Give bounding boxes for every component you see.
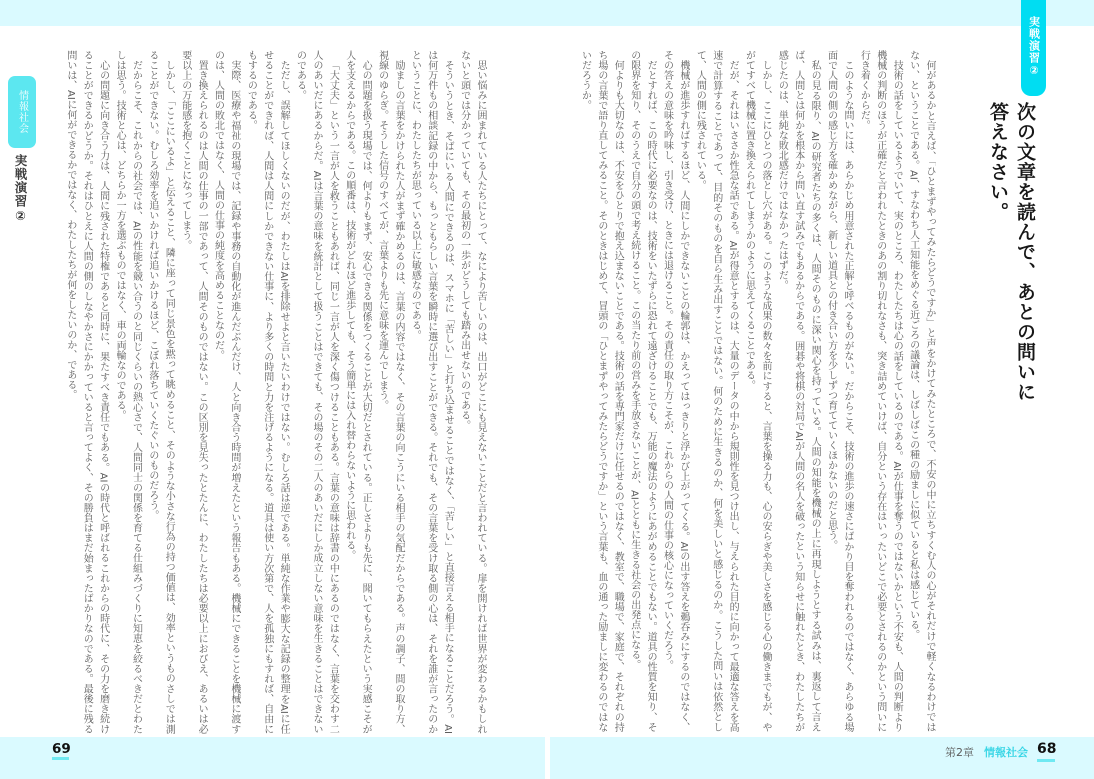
passage-paragraph: 私の見る限り、AIの研究者たちの多くは、人間そのものに深い関心を持っている。人間の知能を機械の上に再現しようとする試みは、裏返して言えば、人間とは何かを根本から問い直す試みでもあるからである。囲碁や将棋の対局でAIが人間の名人を破ったという知らせに触れたとき、わたしたちが感じたのは、単純な敗北感だけではなかったはずだ。 <box>776 50 821 732</box>
footer-chapter-topic: 情報社会 <box>984 746 1028 759</box>
passage-instruction-heading: 次の文章を読んで、あとの問いに答えなさい。 <box>987 102 1036 402</box>
footer-chapter: 第2章 <box>945 746 974 759</box>
passage-paragraph: 心の問題を扱う現場では、何よりもまず、安心できる関係をつくることが大切だとされている。正しさよりも先に、聞いてもらえたという実感こそが人を支えるからである。この順番は、技術がどれほど進歩しても、そう簡単には入れ替わらないように思われる。 <box>343 50 372 734</box>
passage-paragraph: 思い悩みに囲まれている人たちにとって、なにより苦しいのは、出口がどこにも見えないことだと言われている。扉を開ければ世界が変わるかもしれないと頭では分かっていても、その最初の一歩がどうしても踏み出せないのである。 <box>458 50 486 734</box>
passage-paragraph: このような問いには、あらかじめ用意された正解と呼べるものがない。だからこそ、技術の進歩の速さにばかり目を奪われるのではなく、あらゆる場面で人間の側の感じ方を確かめながら、新しい道具との付き合い方を少しずつ育てていくほかないのだと思う。 <box>825 50 853 732</box>
unit-chip-label: 情報社会 <box>16 90 28 134</box>
passage-paragraph: しかし、「ここにいるよ」と伝えること、隣に座って同じ景色を黙って眺めること、そのような小さな行為の持つ価値は、効率というものさしでは測ることができない。むしろ効率を追いかければ追いかけるほど、こぼれ落ちていくたぐいのものだろう。 <box>146 50 175 734</box>
passage-paragraph: そういうとき、そばにいる人間にできるのは、スマホに「苦しい」と打ち込ませることではなく、「苦しい」と直接言える相手になることだろう。AIは何万件もの相談記録の中から、もっともらしい言葉を瞬時に選び出すことができる。それでも、その言葉を受け取る側の心は、それを誰が言ったのかということに、わたしたちが思っている以上に敏感なのである。 <box>409 50 454 734</box>
passage-paragraph: ただし、誤解してほしくないのだが、わたしはAIを排除せよと言いたいわけではない。むしろ話は逆である。単純な作業や膨大な記録の整理をAIに任せることができれば、人間は人間にしかできない仕事に、より多くの時間と力を注げるようになる。道具は使い方次第で、人を孤独にもすれば、自由にもするのである。 <box>245 50 290 734</box>
sidebar-exercise-label: 実戦演習② <box>13 154 28 224</box>
page-number-right: 68 <box>1037 741 1057 757</box>
page-number-left: 69 <box>52 741 71 757</box>
passage-paragraph: 機械が進歩すればするほど、人間にしかできないことの輪郭は、かえってはっきりと浮かび上がってくる。AIの出す答えを鵜呑みにするのではなく、その答えの意味を吟味し、引き受け、ときには退けること。その責任の取り方こそが、これからの人間の仕事の核心になっていくだろう。 <box>661 50 689 732</box>
page-gutter <box>545 737 550 779</box>
unit-chip <box>8 76 36 148</box>
passage-paragraph: 何よりも大切なのは、不安をひとりで抱え込まないことである。技術の話を専門家だけに任せるのではなく、教室で、職場で、家庭で、それぞれの持ち場の言葉で語り直してみること。そのときはじめて、冒頭の「ひとまずやってみたらどうですか」という言葉も、血の通った励ましに変わるのではないだろうか。 <box>579 50 624 732</box>
passage-paragraph: 実際、医療や福祉の現場では、記録や事務の自動化が進んだぶんだけ、人と向き合う時間が増えたという報告もある。機械にできることを機械に渡すのは、人間の敗北ではなく、人間の仕事の純度を高めることなのだ。 <box>212 50 240 734</box>
passage-paragraph: 励ましの言葉をかけられた人がまず確かめるのは、言葉の内容ではなく、その言葉の向こうにいる相手の気配だからである。声の調子、間の取り方、視線のゆらぎ。そうした信号のすべてが、言葉よりも先に意味を運んでしまう。 <box>376 50 404 734</box>
passage-paragraph: だが、それはいささか性急な話である。AIが得意とするのは、大量のデータの中から規則性を見つけ出し、与えられた目的に向かって最適な答えを高速で計算することであって、目的そのものを自ら生み出すことではない。何のために生きるのか、何を美しいと感じるのか。こうした問いは依然として、人間の側に残されている。 <box>694 50 739 732</box>
top-page-band <box>0 0 1094 26</box>
passage-paragraph: しかし、ここにひとつの落とし穴がある。このような成果の数々を前にすると、言葉を操る力も、心の安らぎや美しさを感じる心の働きまでもが、やがてすべて機械に置き換えられてしまうかのように思えてくることである。 <box>743 50 771 732</box>
passage-left-page <box>55 50 488 734</box>
passage-paragraph: だとすれば、この時代に必要なのは、技術をいたずらに恐れて遠ざけることでも、万能の魔法のようにあがめることでもない。道具の性質を知り、その限界を知り、そのうえで自分の頭で考え続けること。この当たり前の営みを手放さないことが、AIとともに生きる社会の出発点になる。 <box>628 50 657 732</box>
passage-paragraph: 何があるかと言えば、「ひとまずやってみたらどうですか」と声をかけてみたところで、不安の中に立ちすくむ人の心がそれだけで軽くなるわけではない、ということである。AI、すなわち人工知能をめぐる近ごろの議論は、しばしばこの種の励ましに似ていると私は感じている。 <box>907 50 935 732</box>
page-number-right-underline <box>1037 759 1055 762</box>
passage-paragraph: 「大丈夫」という一言が人を救うこともあれば、同じ一言が人を深く傷つけることもある。言葉の意味は辞書の中にあるのではなく、言葉を交わす二人のあいだにあるからだ。AIは言葉の意味を統計として扱うことはできても、その場のその二人のあいだにしか成立しない意味を生きることはできないのである。 <box>294 50 339 734</box>
passage-paragraph: だからこそ、これからの社会では、AIの性能を競い合うのと同じくらいの熱心さで、人間同士の関係を育てる仕組みづくりに知恵を絞るべきだとわたしは思う。技術と心は、どちらか一方を選ぶものではなく、車の両輪なのである。 <box>114 50 142 734</box>
passage-right-page <box>575 50 937 732</box>
exercise-tab-label: 実戦演習② <box>1027 16 1041 78</box>
passage-paragraph: 置き換えられるのは人間の仕事の一部であって、人間そのものではない。この区別を見失ったとたんに、わたしたちは必要以上におびえ、あるいは必要以上の万能感を抱くことになってしまう。 <box>179 50 208 734</box>
passage-paragraph: 心の問題に向き合う力は、人間に残された特権であると同時に、果たすべき責任でもある。AIの時代と呼ばれるこれからの時代に、その力を磨き続けることができるかどうか。それはひとえに人間の側のしなやかさにかかっていると言ってよく、その勝負はまだ始まったばかりなのである。最後に残る問いは、AIに何ができるかではなく、わたしたちが何をしたいのか、である。 <box>64 50 109 734</box>
exercise-tab <box>1021 0 1046 96</box>
page-number-left-underline <box>52 757 69 760</box>
passage-paragraph: 技術の話をしているようでいて、実のところ、わたしたちは心の話をしているのである。AIが仕事を奪うのではないかという不安も、人間の判断より機械の判断のほうが正確だと言われたときのあの割り切れなさも、突き詰めていけば、自分という存在はいったいどこで必要とされるのかという問いに行き着くからだ。 <box>858 50 903 732</box>
